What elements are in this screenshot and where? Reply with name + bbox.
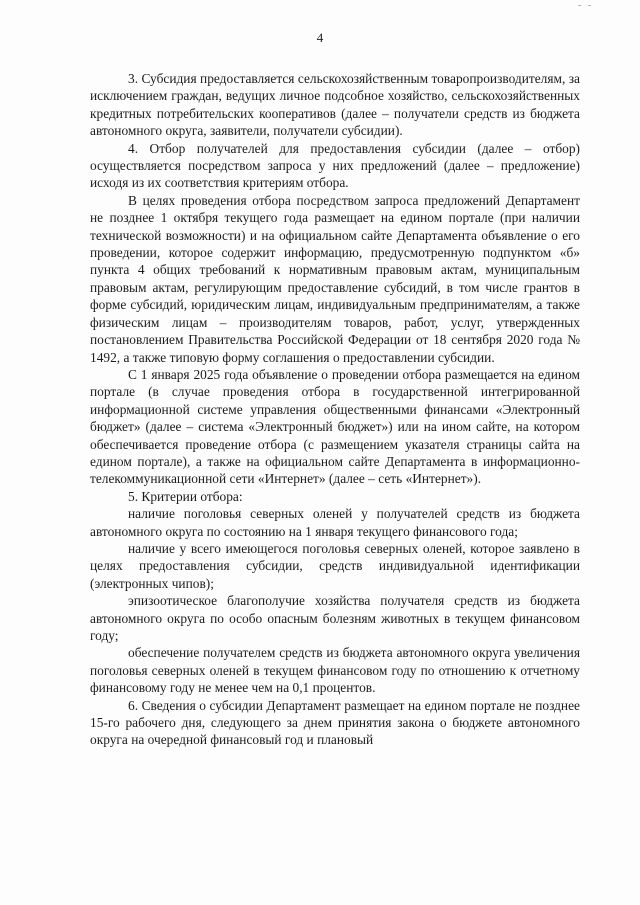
paragraph: 4. Отбор получателей для предоставления субсидии (далее – отбор) осуществляется посредством запроса у них предложений (далее – предложение) исходя из их соответствия критериям отбора. [90, 140, 580, 191]
page-number: 4 [316, 30, 324, 45]
paragraph: 5. Критерии отбора: [128, 488, 243, 504]
paragraph: В целях проведения отбора посредством запроса предложений Департамент не позднее 1 октября текущего года размещает на едином портале (при наличии технической возможности) и на официальном сайте Департамента объявление о его проведении, которое содержит информацию, предусмотренную подпунктом «б» пункта 4 общих требований к нормативным правовым актам, муниципальным правовым актам, регулирующим предоставление субсидий, в том числе грантов в форме субсидий, юридическим лицам, индивидуальным предпринимателям, а также физическим лицам – производителям товаров, работ, услуг, утвержденных постановлением Правительства Российской Федерации от 18 сентября 2020 года № 1492, а также типовую форму соглашения о предоставлении субсидии. [90, 192, 580, 365]
paragraph: эпизоотическое благополучие хозяйства получателя средств из бюджета автономного округа по особо опасным болезням животных в текущем финансовом году; [90, 593, 580, 643]
corner-mark: - - [578, 0, 594, 11]
document-body [90, 70, 580, 749]
paragraph: наличие поголовья северных оленей у получателей средств из бюджета автономного округа по состоянию на 1 января текущего финансового года; [90, 506, 580, 539]
paragraph: 3. Субсидия предоставляется сельскохозяйственным товаропроизводителям, за исключением граждан, ведущих личное подсобное хозяйство, сельскохозяйственных кредитных потребительских кооперативов (далее – получатели средств из бюджета автономного округа, заявители, получатели субсидии). [90, 71, 580, 139]
paragraph: обеспечение получателем средств из бюджета автономного округа увеличения поголовья северных оленей в текущем финансовом году по отношению к отчетному финансовому году не менее чем на 0,1 процентов. [90, 645, 580, 696]
paragraph: 6. Сведения о субсидии Департамент размещает на едином портале не позднее 15-го рабочего дня, следующего за днем принятия закона о бюджете автономного округа на очередной финансовый год и плановый [90, 697, 580, 748]
paragraph: С 1 января 2025 года объявление о проведении отбора размещается на едином портале (в случае проведения отбора в государственной интегрированной информационной системе управления общественными финансами «Электронный бюджет» (далее – система «Электронный бюджет») или на ином сайте, на котором обеспечивается проведение отбора (с размещением указателя страницы сайта на едином портале), а также на официальном сайте Департамента в информационно-телекоммуникационной сети «Интернет» (далее – сеть «Интернет»). [90, 366, 580, 487]
paragraph: наличие у всего имеющегося поголовья северных оленей, которое заявлено в целях предоставления субсидии, средств индивидуальной идентификации (электронных чипов); [90, 540, 580, 591]
